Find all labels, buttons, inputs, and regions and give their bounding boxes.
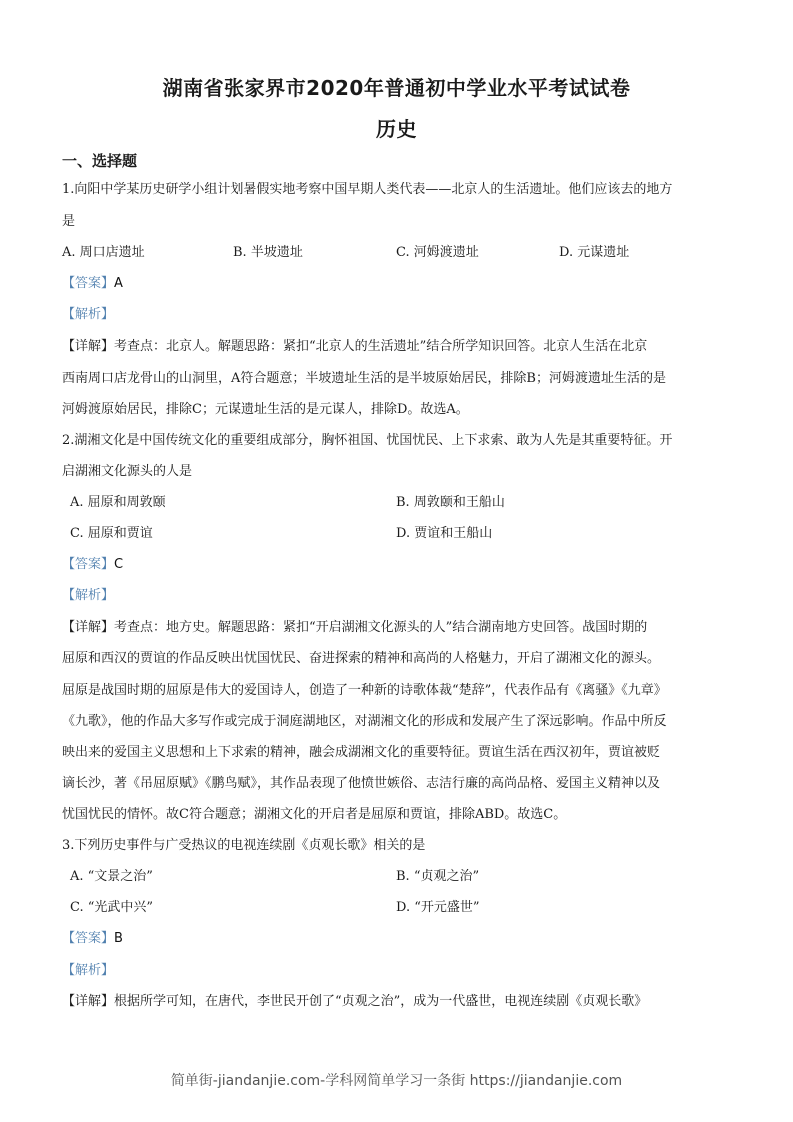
question-3-option-d: D. “开元盛世” (396, 900, 480, 915)
detail-label: 【详解】 (62, 994, 115, 1009)
detail-label: 【详解】 (62, 339, 115, 354)
detail-text: 根据所学可知，在唐代，李世民开创了“贞观之治”，成为一代盛世，电视连续剧《贞观长歌》 (114, 994, 648, 1009)
question-2-answer (62, 556, 732, 574)
answer-value: C (114, 557, 124, 572)
question-1-analysis-label: 【解析】 (62, 307, 115, 322)
question-1-option-a: A. 周口店遗址 (62, 245, 145, 260)
subject-title: 历史 (376, 117, 417, 141)
question-2-option-b: B. 周敦颐和王船山 (396, 495, 505, 510)
question-3-option-b: B. “贞观之治” (396, 869, 480, 884)
detail-text: 考查点：地方史。解题思路：紧扣“开启湖湘文化源头的人”结合湖南地方史回答。战国时期的 (114, 620, 648, 635)
question-3-analysis-label: 【解析】 (62, 963, 115, 978)
detail-text: 考查点：北京人。解题思路：紧扣“北京人的生活遗址”结合所学知识回答。北京人生活在北京 (114, 339, 648, 354)
question-1-stem-line-1: 1.向阳中学某历史研学小组计划暑假实地考察中国早期人类代表——北京人的生活遗址。他们应该去的地方 (62, 182, 673, 197)
page-title: 湖南省张家界市2020年普通初中学业水平考试试卷 (162, 76, 631, 100)
question-3-option-c: C. “光武中兴” (70, 900, 154, 915)
question-2-option-c: C. 屈原和贾谊 (70, 526, 153, 541)
question-2-option-a: A. 屈原和周敦颐 (70, 495, 166, 510)
question-1-detail-line-2: 西南周口店龙骨山的山洞里，A符合题意；半坡遗址生活的是半坡原始居民，排除B；河姆渡遗址生活的是 (62, 371, 666, 386)
answer-label: 【答案】 (62, 931, 115, 946)
question-2-detail-line-7: 忧国忧民的情怀。故C符合题意；湖湘文化的开启者是屈原和贾谊，排除ABD。故选C。 (62, 807, 567, 822)
question-1-stem-line-2: 是 (62, 214, 76, 229)
detail-label: 【详解】 (62, 620, 115, 635)
question-1-option-d: D. 元谋遗址 (559, 245, 630, 260)
question-1-answer (62, 275, 732, 293)
answer-value: B (114, 931, 123, 946)
section-heading: 一、选择题 (62, 152, 138, 170)
question-2-detail-line-1 (62, 619, 732, 637)
answer-label: 【答案】 (62, 557, 115, 572)
question-1-option-c: C. 河姆渡遗址 (396, 245, 479, 260)
footer-watermark: 简单街-jiandanjie.com-学科网简单学习一条街 https://jiandanjie.com (170, 1073, 623, 1089)
answer-label: 【答案】 (62, 276, 115, 291)
question-2-stem-line-2: 启湖湘文化源头的人是 (62, 464, 193, 479)
question-2-detail-line-2: 屈原和西汉的贾谊的作品反映出忧国忧民、奋进探索的精神和高尚的人格魅力，开启了湖湘文化的源头。 (62, 651, 661, 666)
question-2-detail-line-4: 《九歌》，他的作品大多写作或完成于洞庭湖地区，对湖湘文化的形成和发展产生了深远影响。作品中所反 (62, 714, 667, 729)
question-1-detail-line-1 (62, 338, 732, 356)
question-3-option-a: A. “文景之治” (70, 869, 153, 884)
question-2-detail-line-3: 屈原是战国时期的屈原是伟大的爱国诗人，创造了一种新的诗歌体裁“楚辞”，代表作品有《离骚》《九章》 (62, 683, 667, 698)
question-3-detail-line-1 (62, 993, 732, 1011)
question-3-stem-line-1: 3.下列历史事件与广受热议的电视连续剧《贞观长歌》相关的是 (62, 838, 426, 853)
answer-value: A (114, 276, 123, 291)
question-2-stem-line-1: 2.湖湘文化是中国传统文化的重要组成部分，胸怀祖国、忧国忧民、上下求索、敢为人先是其重要特征。开 (62, 433, 673, 448)
question-2-detail-line-5: 映出来的爱国主义思想和上下求索的精神，融会成湖湘文化的重要特征。贾谊生活在西汉初年，贾谊被贬 (62, 745, 661, 760)
question-2-option-d: D. 贾谊和王船山 (396, 526, 493, 541)
question-3-answer (62, 930, 732, 948)
question-1-option-b: B. 半坡遗址 (233, 245, 303, 260)
question-2-detail-line-6: 谪长沙，著《吊屈原赋》《鹏鸟赋》，其作品表现了他愤世嫉俗、志洁行廉的高尚品格、爱国主义精神以及 (62, 776, 661, 791)
question-2-analysis-label: 【解析】 (62, 588, 115, 603)
question-1-detail-line-3: 河姆渡原始居民，排除C；元谋遗址生活的是元谋人，排除D。故选A。 (62, 402, 469, 417)
